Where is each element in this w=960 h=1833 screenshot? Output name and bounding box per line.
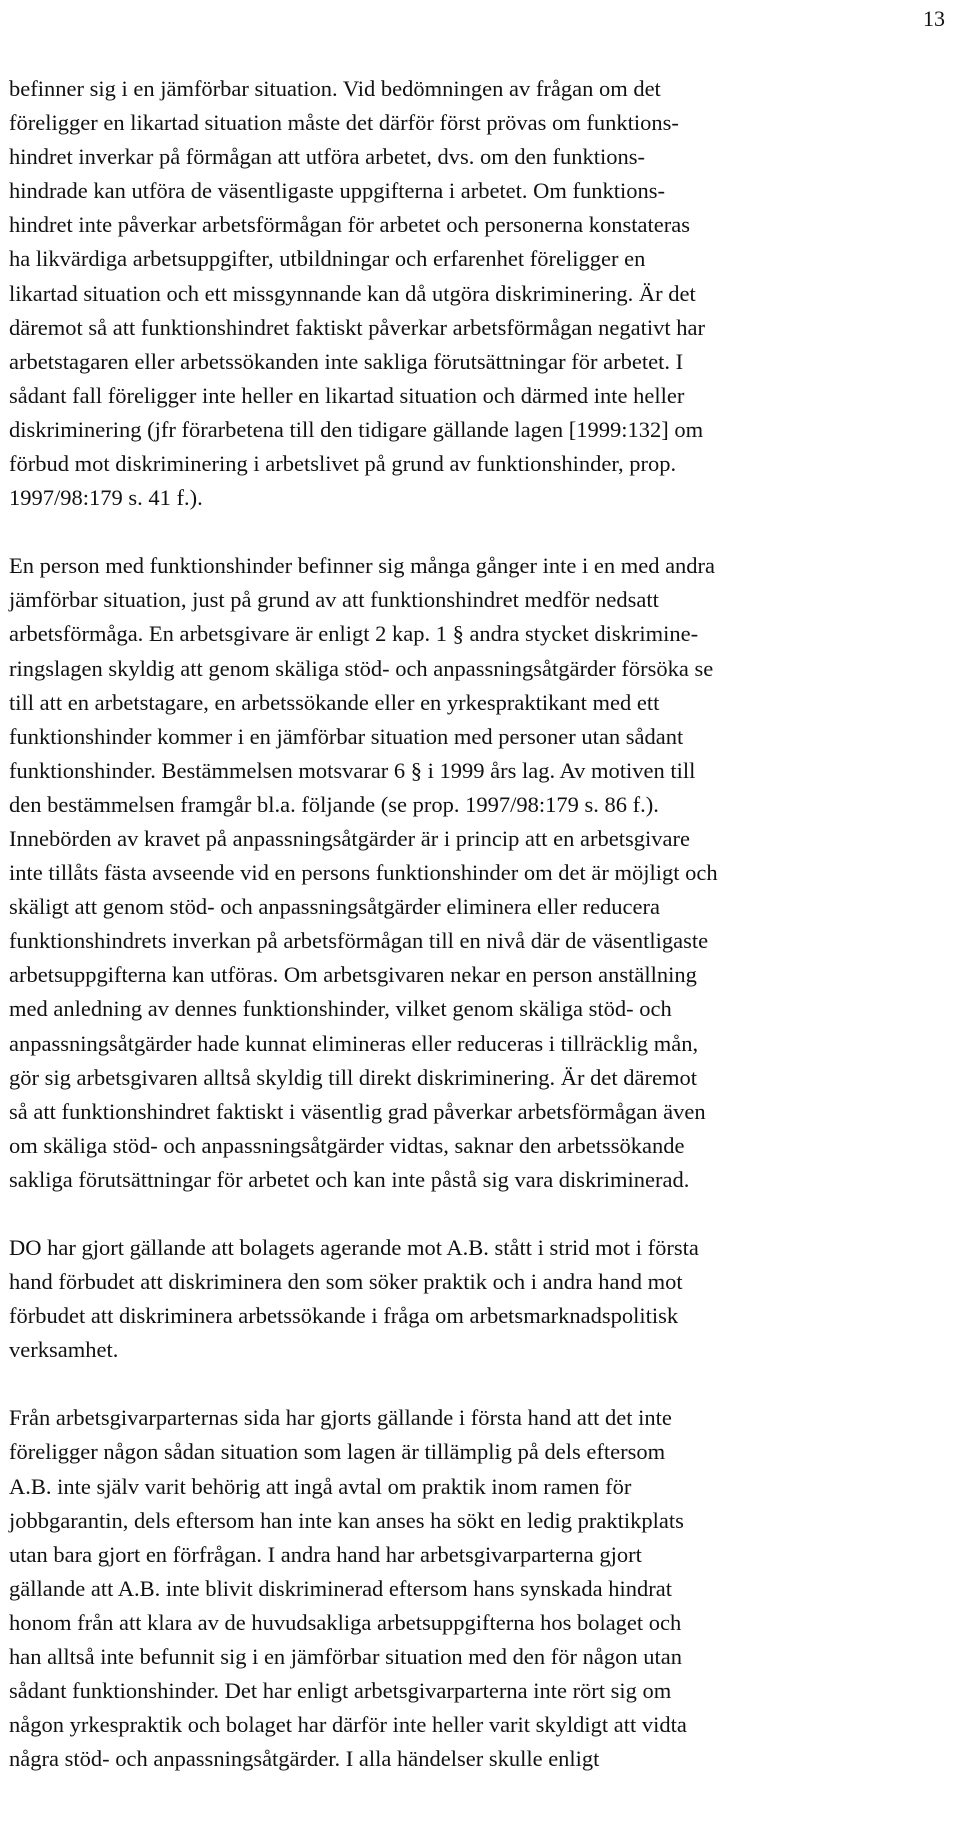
text-line: verksamhet. <box>9 1337 119 1363</box>
text-line: jämförbar situation, just på grund av att funktionshindret medför nedsatt <box>9 587 659 613</box>
paragraph-spacer <box>9 1197 954 1231</box>
text-line: funktionshinder. Bestämmelsen motsvarar 6 § i 1999 års lag. Av motiven till <box>9 757 696 783</box>
text-line: anpassningsåtgärder hade kunnat elimineras eller reduceras i tillräcklig mån, <box>9 1030 699 1056</box>
text-line: så att funktionshindret faktiskt i väsentlig grad påverkar arbetsförmågan även <box>9 1098 706 1124</box>
text-line: jobbgarantin, dels eftersom han inte kan anses ha sökt en ledig praktikplats <box>9 1507 684 1533</box>
text-line: DO har gjort gällande att bolagets agerande mot A.B. stått i strid mot i första <box>9 1235 699 1260</box>
text-line: hindret inte påverkar arbetsförmågan för arbetet och personerna konstateras <box>9 212 690 238</box>
text-line: utan bara gjort en förfrågan. I andra hand har arbetsgivarparterna gjort <box>9 1541 642 1567</box>
text-line: föreligger en likartad situation måste det därför först prövas om funktions- <box>9 110 679 136</box>
text-line: någon yrkespraktik och bolaget har därför inte heller varit skyldigt att vidta <box>9 1712 687 1738</box>
text-line: däremot så att funktionshindret faktiskt påverkar arbetsförmågan negativt har <box>9 314 706 340</box>
text-line: funktionshinder kommer i en jämförbar situation med personer utan sådant <box>9 723 684 749</box>
text-line: ha likvärdiga arbetsuppgifter, utbildningar och erfarenhet föreligger en <box>9 246 646 272</box>
text-line: Innebörden av kravet på anpassningsåtgärder är i princip att en arbetsgivare <box>9 825 690 851</box>
text-line: arbetsförmåga. En arbetsgivare är enligt 2 kap. 1 § andra stycket diskrimine- <box>9 621 699 647</box>
paragraph-spacer <box>9 515 954 549</box>
text-line: sakliga förutsättningar för arbetet och kan inte påstå sig vara diskriminerad. <box>9 1166 690 1192</box>
paragraph-2 <box>9 549 954 1197</box>
text-line: hand förbudet att diskriminera den som söker praktik och i andra hand mot <box>9 1269 683 1295</box>
text-line: likartad situation och ett missgynnande kan då utgöra diskriminering. Är det <box>9 280 696 306</box>
text-line: förbud mot diskriminering i arbetslivet på grund av funktionshinder, prop. <box>9 451 677 477</box>
text-line: befinner sig i en jämförbar situation. Vid bedömningen av frågan om det <box>9 76 661 101</box>
text-line: diskriminering (jfr förarbetena till den tidigare gällande lagen [1999:132] om <box>9 416 704 442</box>
text-line: funktionshindrets inverkan på arbetsförmågan till en nivå där de väsentligaste <box>9 928 709 954</box>
text-line: A.B. inte själv varit behörig att ingå avtal om praktik inom ramen för <box>9 1473 632 1499</box>
text-line: arbetstagaren eller arbetssökanden inte sakliga förutsättningar för arbetet. I <box>9 348 684 374</box>
paragraph-spacer <box>9 1367 954 1401</box>
text-line: om skäliga stöd- och anpassningsåtgärder vidtas, saknar den arbetssökande <box>9 1132 685 1158</box>
text-line: några stöd- och anpassningsåtgärder. I alla händelser skulle enligt <box>9 1746 600 1772</box>
text-line: arbetsuppgifterna kan utföras. Om arbetsgivaren nekar en person anställning <box>9 962 697 988</box>
paragraph-4 <box>9 1401 954 1776</box>
text-line: sådant fall föreligger inte heller en likartad situation och därmed inte heller <box>9 382 685 408</box>
text-line: gör sig arbetsgivaren alltså skyldig till direkt diskriminering. Är det däremot <box>9 1064 697 1090</box>
paragraph-3 <box>9 1231 954 1367</box>
text-line: inte tillåts fästa avseende vid en persons funktionshinder om det är möjligt och <box>9 860 718 886</box>
text-line: han alltså inte befunnit sig i en jämförbar situation med den för någon utan <box>9 1644 682 1670</box>
text-line: föreligger någon sådan situation som lagen är tillämplig på dels eftersom <box>9 1439 666 1465</box>
text-line: En person med funktionshinder befinner sig många gånger inte i en med andra <box>9 553 716 579</box>
text-line: med anledning av dennes funktionshinder, vilket genom skäliga stöd- och <box>9 996 672 1022</box>
text-line: hindrade kan utföra de väsentligaste uppgifterna i arbetet. Om funktions- <box>9 178 666 204</box>
text-line: gällande att A.B. inte blivit diskriminerad eftersom hans synskada hindrat <box>9 1575 672 1601</box>
text-line: skäligt att genom stöd- och anpassningsåtgärder eliminera eller reducera <box>9 894 661 920</box>
text-line: ringslagen skyldig att genom skäliga stöd- och anpassningsåtgärder försöka se <box>9 655 714 681</box>
text-line: honom från att klara av de huvudsakliga arbetsuppgifterna hos bolaget och <box>9 1609 682 1635</box>
text-line: till att en arbetstagare, en arbetssökande eller en yrkespraktikant med ett <box>9 689 660 715</box>
page-number: 13 <box>923 6 945 31</box>
text-line: hindret inverkar på förmågan att utföra arbetet, dvs. om den funktions- <box>9 144 646 170</box>
text-line: den bestämmelsen framgår bl.a. följande (se prop. 1997/98:179 s. 86 f.). <box>9 791 659 817</box>
text-line: Från arbetsgivarparternas sida har gjorts gällande i första hand att det inte <box>9 1405 672 1431</box>
text-line: förbudet att diskriminera arbetssökande i fråga om arbetsmarknadspolitisk <box>9 1303 679 1329</box>
text-line: sådant funktionshinder. Det har enligt arbetsgivarparterna inte rört sig om <box>9 1678 672 1704</box>
document-body <box>9 72 954 1776</box>
paragraph-1 <box>9 72 954 515</box>
text-line: 1997/98:179 s. 41 f.). <box>9 485 203 511</box>
